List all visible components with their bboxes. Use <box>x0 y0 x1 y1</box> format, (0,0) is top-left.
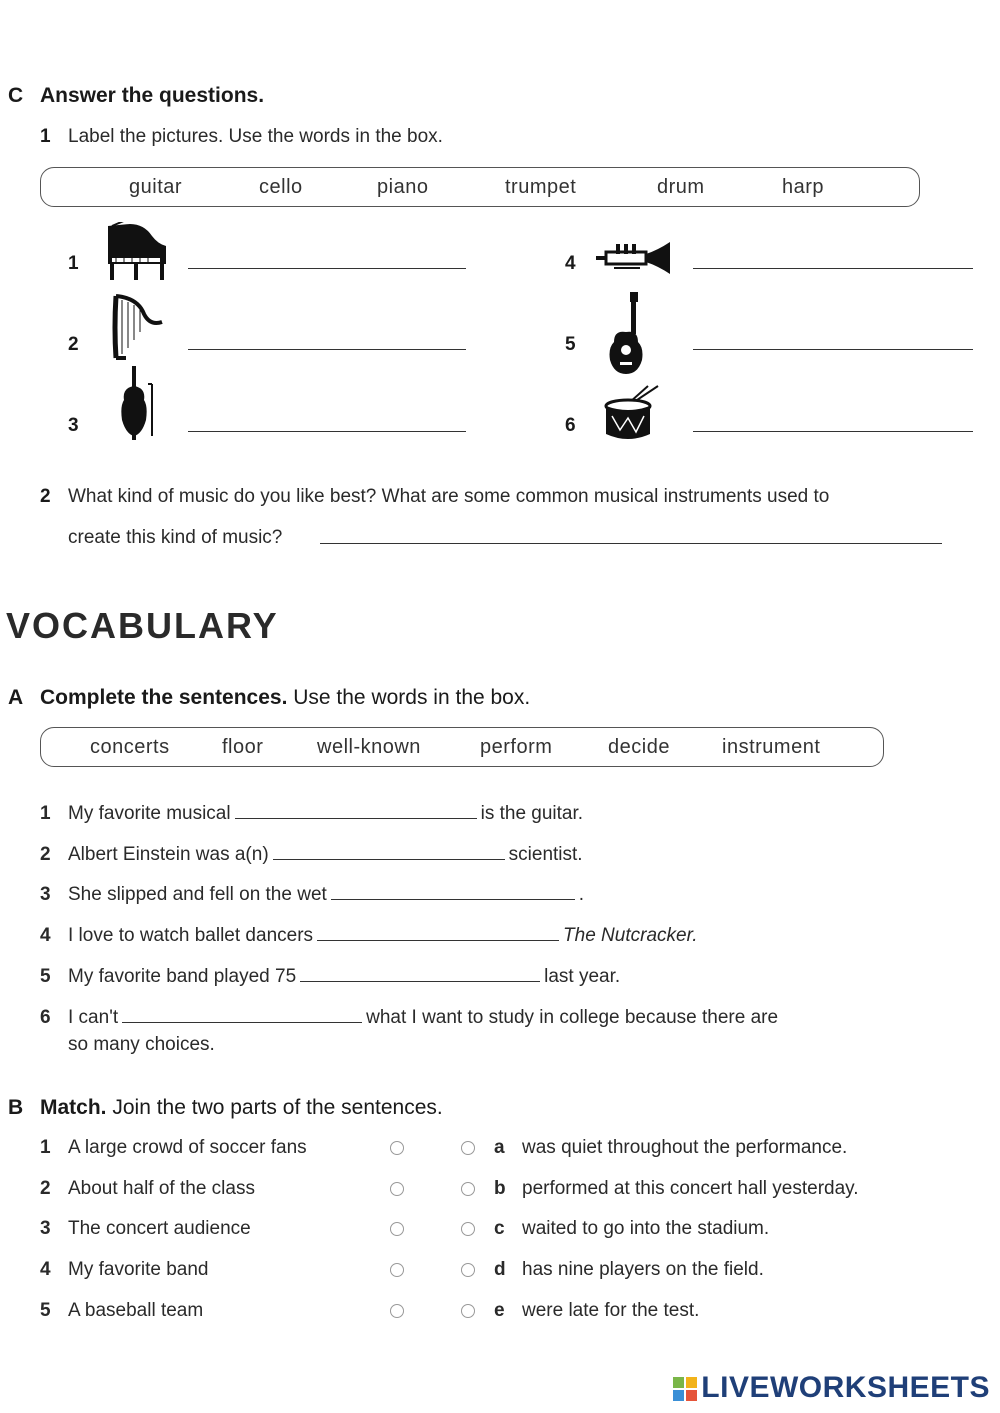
match-right-item <box>494 1137 847 1159</box>
match-left-item <box>40 1300 203 1322</box>
sentence-blank[interactable] <box>122 1021 362 1023</box>
match-left-item <box>40 1178 255 1200</box>
guitar-icon <box>604 292 648 376</box>
match-left-number: 4 <box>40 1259 51 1280</box>
match-left-number: 5 <box>40 1300 51 1321</box>
match-right-item <box>494 1178 859 1200</box>
match-right-letter: b <box>494 1178 506 1199</box>
match-left-item <box>40 1259 208 1281</box>
answer-line-3[interactable] <box>188 431 466 432</box>
sentence-5 <box>40 966 620 988</box>
section-b-title-rest: Join the two parts of the sentences. <box>106 1096 443 1119</box>
question-2-line2: create this kind of music? <box>68 527 283 548</box>
match-left-number: 3 <box>40 1218 51 1239</box>
liveworksheets-brand[interactable] <box>672 1371 990 1405</box>
sentence-6-continuation: so many choices. <box>68 1034 215 1055</box>
match-right-text: were late for the test. <box>522 1300 700 1321</box>
word-box-item: piano <box>377 176 429 198</box>
word-box-item: perform <box>480 736 553 758</box>
question-2-answer-line[interactable] <box>320 543 942 544</box>
answer-line-5[interactable] <box>693 349 973 350</box>
match-left-number: 2 <box>40 1178 51 1199</box>
sentence-after: . <box>578 884 585 905</box>
section-c-title: Answer the questions. <box>40 84 265 107</box>
answer-line-2[interactable] <box>188 349 466 350</box>
match-left-dot[interactable] <box>390 1263 404 1277</box>
picture-number: 2 <box>68 334 79 355</box>
match-left-dot[interactable] <box>390 1222 404 1236</box>
match-left-dot[interactable] <box>390 1304 404 1318</box>
match-right-letter: d <box>494 1259 506 1280</box>
match-left-item <box>40 1218 251 1240</box>
sentence-number: 2 <box>40 844 51 865</box>
question-2-line1: What kind of music do you like best? What are some common musical instruments used to <box>68 486 830 507</box>
match-right-dot[interactable] <box>461 1263 475 1277</box>
sentence-blank[interactable] <box>300 980 540 982</box>
sentence-number: 1 <box>40 803 51 824</box>
section-b-title-bold: Match. <box>40 1096 107 1119</box>
sentence-blank[interactable] <box>317 939 559 941</box>
word-box-item: concerts <box>90 736 170 758</box>
sentence-2 <box>40 844 583 866</box>
brand-name: LIVEWORKSHEETS <box>701 1371 990 1404</box>
sentence-before: I can't <box>68 1007 119 1028</box>
sentence-number: 3 <box>40 884 51 905</box>
section-a-title-bold: Complete the sentences. <box>40 686 288 709</box>
trumpet-icon <box>594 238 674 278</box>
section-a-letter: A <box>8 686 24 709</box>
word-box-item: floor <box>222 736 264 758</box>
section-b-letter: B <box>8 1096 24 1119</box>
sentence-3 <box>40 884 584 906</box>
sentence-before: She slipped and fell on the wet <box>68 884 327 905</box>
sentence-blank[interactable] <box>331 898 575 900</box>
grand-piano-icon <box>104 222 168 282</box>
section-b-title <box>40 1096 443 1120</box>
sentence-blank[interactable] <box>273 858 505 860</box>
match-right-item <box>494 1259 764 1281</box>
word-box-item: well-known <box>317 736 421 758</box>
vocabulary-word-box <box>40 727 884 767</box>
picture-number: 6 <box>565 415 576 436</box>
match-right-dot[interactable] <box>461 1141 475 1155</box>
sentence-after: is the guitar. <box>480 803 584 824</box>
sentence-after: last year. <box>544 966 621 987</box>
vocabulary-heading: VOCABULARY <box>6 605 279 646</box>
question-1-text: Label the pictures. Use the words in the box. <box>68 126 443 147</box>
answer-line-1[interactable] <box>188 268 466 269</box>
sentence-number: 5 <box>40 966 51 987</box>
match-left-text: About half of the class <box>68 1178 255 1199</box>
sentence-after: what I want to study in college because there are <box>366 1007 779 1028</box>
picture-number: 4 <box>565 253 576 274</box>
sentence-after: scientist. <box>508 844 583 865</box>
sentence-4 <box>40 925 697 947</box>
sentence-6 <box>40 1007 778 1029</box>
match-right-text: has nine players on the field. <box>522 1259 764 1280</box>
sentence-1 <box>40 803 583 825</box>
sentence-after: The Nutcracker. <box>563 925 698 946</box>
match-right-text: was quiet throughout the performance. <box>522 1137 848 1158</box>
cello-icon <box>116 364 160 440</box>
picture-number: 5 <box>565 334 576 355</box>
section-a-title <box>40 686 530 710</box>
answer-line-6[interactable] <box>693 431 973 432</box>
sentence-number: 6 <box>40 1007 51 1028</box>
liveworksheets-logo-icon <box>672 1376 698 1402</box>
word-box-item: guitar <box>129 176 183 198</box>
match-left-text: A large crowd of soccer fans <box>68 1137 307 1158</box>
section-a-title-rest: Use the words in the box. <box>287 686 531 709</box>
match-right-dot[interactable] <box>461 1222 475 1236</box>
match-right-item <box>494 1300 699 1322</box>
word-box-item: cello <box>259 176 303 198</box>
match-right-letter: a <box>494 1137 505 1158</box>
word-box-item: trumpet <box>505 176 577 198</box>
match-left-dot[interactable] <box>390 1182 404 1196</box>
sentence-before: I love to watch ballet dancers <box>68 925 314 946</box>
sentence-before: Albert Einstein was a(n) <box>68 844 269 865</box>
match-right-item <box>494 1218 769 1240</box>
question-2-number: 2 <box>40 486 51 507</box>
sentence-blank[interactable] <box>235 817 477 819</box>
instrument-word-box <box>40 167 920 207</box>
sentence-before: My favorite musical <box>68 803 231 824</box>
harp-icon <box>108 292 164 360</box>
match-left-item <box>40 1137 307 1159</box>
sentence-number: 4 <box>40 925 51 946</box>
match-right-text: waited to go into the stadium. <box>522 1218 770 1239</box>
match-left-text: My favorite band <box>68 1259 209 1280</box>
sentence-before: My favorite band played 75 <box>68 966 297 987</box>
picture-number: 1 <box>68 253 79 274</box>
question-1-number: 1 <box>40 126 51 147</box>
drum-icon <box>604 384 664 444</box>
word-box-item: decide <box>608 736 670 758</box>
match-right-letter: c <box>494 1218 505 1239</box>
section-c-letter: C <box>8 84 24 107</box>
match-right-dot[interactable] <box>461 1182 475 1196</box>
picture-number: 3 <box>68 415 79 436</box>
match-right-dot[interactable] <box>461 1304 475 1318</box>
match-left-text: The concert audience <box>68 1218 251 1239</box>
match-left-number: 1 <box>40 1137 51 1158</box>
word-box-item: instrument <box>722 736 821 758</box>
match-right-letter: e <box>494 1300 505 1321</box>
word-box-item: drum <box>657 176 705 198</box>
match-left-text: A baseball team <box>68 1300 204 1321</box>
match-left-dot[interactable] <box>390 1141 404 1155</box>
match-right-text: performed at this concert hall yesterday. <box>522 1178 859 1199</box>
word-box-item: harp <box>782 176 825 198</box>
answer-line-4[interactable] <box>693 268 973 269</box>
